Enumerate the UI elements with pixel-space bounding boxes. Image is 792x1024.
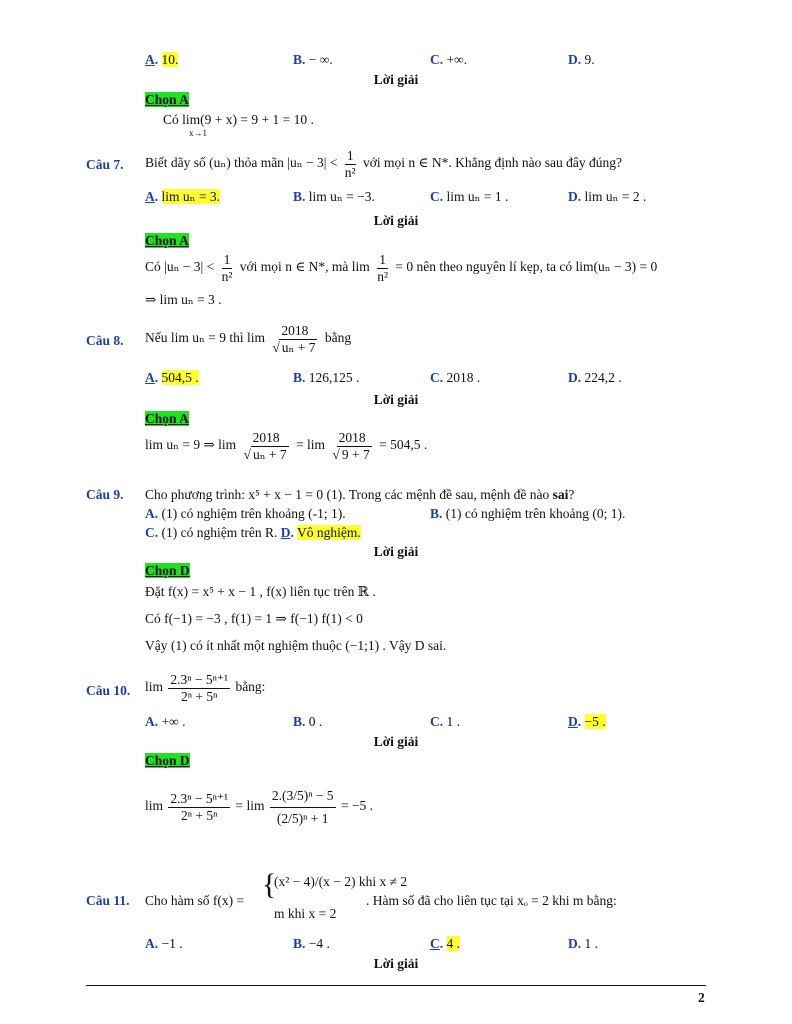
q9-solution-line-2: Có f(−1) = −3 , f(1) = 1 ⇒ f(−1) f(1) < 0 bbox=[145, 611, 363, 626]
q8-stem: Nếu lim uₙ = 9 thì lim $\frac{2018}{\text{√ uₙ + 7}}$ bằng bbox=[145, 323, 352, 355]
q10-option-c: C. 1 . bbox=[430, 714, 460, 729]
q7-option-d: D. lim uₙ = 2 . bbox=[568, 189, 647, 204]
q9-option-a: A. (1) có nghiệm trên khoảng (-1; 1). bbox=[145, 506, 346, 521]
q10-solution-line: lim $\frac{\text{2.3ⁿ − 5ⁿ⁺¹}}{\text{2ⁿ + 5ⁿ}}$ = lim $\frac{\text{2.(3/5)ⁿ − 5}}{\text{(2/5)ⁿ + 1}}$ = −5 . bbox=[145, 785, 373, 829]
q8-option-c: C. 2018 . bbox=[430, 370, 481, 385]
q7-option-a: A. lim uₙ = 3. bbox=[145, 189, 220, 204]
q11-option-c-text: 4 . bbox=[446, 936, 460, 951]
q7-option-c: C. lim uₙ = 1 . bbox=[430, 189, 509, 204]
q9-stem: Cho phương trình: x⁵ + x − 1 = 0 (1). Trong các mệnh đề sau, mệnh đề nào sai? bbox=[145, 487, 575, 502]
q6-chosen-answer: Chọn A bbox=[145, 92, 189, 107]
q7-solution-line-1: Có |uₙ − 3| < $\frac{1}{\text{n²}}$ với mọi n ∈ N*, mà lim $\frac{1}{\text{n²}}$ = 0 nên theo nguyên lí kẹp, ta có lim(uₙ − 3) = 0 bbox=[145, 252, 658, 284]
q6-option-c-letter: C. bbox=[430, 52, 444, 67]
q6-option-d-letter: D. bbox=[568, 52, 582, 67]
q11-case-1: (x² − 4)/(x − 2) khi x ≠ 2 bbox=[274, 874, 408, 889]
q9-option-d-text: Vô nghiệm. bbox=[297, 525, 361, 540]
q11-stem-prefix: Cho hàm số f(x) = bbox=[145, 893, 245, 908]
q6-option-b-text: − ∞. bbox=[308, 52, 333, 67]
q8-option-a-text: 504,5 . bbox=[161, 370, 199, 385]
q11-option-d: D. 1 . bbox=[568, 936, 598, 951]
q11-label: Câu 11. bbox=[86, 893, 130, 908]
q6-solution-heading: Lời giải bbox=[373, 72, 419, 87]
q11-option-b: B. −4 . bbox=[293, 936, 330, 951]
q6-option-c bbox=[430, 52, 467, 68]
q9-solution-heading: Lời giải bbox=[373, 544, 419, 559]
q7-option-a-text: lim uₙ = 3. bbox=[161, 189, 220, 204]
q11-option-a: A. −1 . bbox=[145, 936, 183, 951]
q7-option-b: B. lim uₙ = −3. bbox=[293, 189, 375, 204]
q7-chosen-answer: Chọn A bbox=[145, 233, 189, 248]
q10-option-d: D. −5 . bbox=[568, 714, 606, 729]
q11-option-c: C. 4 . bbox=[430, 936, 460, 951]
q9-chosen-answer: Chọn D bbox=[145, 563, 190, 578]
q10-option-b: B. 0 . bbox=[293, 714, 323, 729]
q10-label: Câu 10. bbox=[86, 683, 131, 698]
q9-solution-line-1: Đặt f(x) = x⁵ + x − 1 , f(x) liên tục trên ℝ . bbox=[145, 584, 376, 599]
q10-stem: lim $\frac{\text{2.3ⁿ − 5ⁿ⁺¹}}{\text{2ⁿ + 5ⁿ}}$ bằng: bbox=[145, 672, 266, 704]
q10-chosen-answer: Chọn D bbox=[145, 753, 190, 768]
q9-option-d-letter: D bbox=[280, 525, 291, 540]
q6-option-d-text: 9. bbox=[584, 52, 595, 67]
q9-option-b: B. (1) có nghiệm trên khoảng (0; 1). bbox=[430, 506, 626, 521]
q6-option-d bbox=[568, 52, 595, 68]
q9-label: Câu 9. bbox=[86, 487, 124, 502]
q6-option-c-text: +∞. bbox=[446, 52, 468, 67]
q6-option-a-letter: A bbox=[145, 52, 155, 67]
q7-solution-heading: Lời giải bbox=[373, 213, 419, 228]
page-number: 2 bbox=[698, 990, 705, 1005]
q10-option-d-text: −5 . bbox=[584, 714, 606, 729]
q8-solution-heading: Lời giải bbox=[373, 392, 419, 407]
q6-option-b-letter: B. bbox=[293, 52, 306, 67]
q8-option-d: D. 224,2 . bbox=[568, 370, 622, 385]
q8-option-b: B. 126,125 . bbox=[293, 370, 360, 385]
q7-stem: Biết dãy số (uₙ) thỏa mãn |uₙ − 3| < $\frac{1}{\text{n²}}$ với mọi n ∈ N*. Khẳng định nào sau đây đúng? bbox=[145, 148, 622, 180]
q8-solution-line: lim uₙ = 9 ⇒ lim $\frac{2018}{\text{√ uₙ + 7}}$ = lim $\frac{2018}{√ 9 + 7}$ = 504,5 . bbox=[145, 430, 428, 462]
q11-case-2: m khi x = 2 bbox=[274, 906, 337, 921]
q11-brace: { bbox=[262, 868, 277, 901]
q8-chosen-answer: Chọn A bbox=[145, 411, 189, 426]
q6-option-a: A. 10. bbox=[145, 52, 179, 67]
q6-solution-line: Có lim(9 + x) = 9 + 1 = 10 . x→1 bbox=[163, 112, 314, 138]
q7-stem-fraction: $\frac{1}{\text{n²}}$ bbox=[344, 148, 356, 180]
q9-option-c: C. (1) có nghiệm trên R. D. Vô nghiệm. bbox=[145, 525, 361, 540]
q7-label: Câu 7. bbox=[86, 157, 124, 172]
q8-stem-fraction: $\frac{2018}{\text{√ uₙ + 7}}$ bbox=[272, 323, 316, 355]
q10-solution-heading: Lời giải bbox=[373, 734, 419, 749]
q7-solution-line-2: ⇒ lim uₙ = 3 . bbox=[145, 292, 222, 307]
q8-label: Câu 8. bbox=[86, 333, 124, 348]
q6-option-b bbox=[293, 52, 333, 68]
q9-solution-line-3: Vậy (1) có ít nhất một nghiệm thuộc (−1;1) . Vậy D sai. bbox=[145, 638, 447, 653]
q6-limit-subscript: x→1 bbox=[189, 128, 207, 138]
q11-solution-heading: Lời giải bbox=[373, 956, 419, 971]
q10-option-a: A. +∞ . bbox=[145, 714, 186, 729]
q10-stem-fraction: $\frac{\text{2.3ⁿ − 5ⁿ⁺¹}}{\text{2ⁿ + 5ⁿ}}$ bbox=[170, 672, 229, 704]
q6-option-a-text: 10. bbox=[161, 52, 179, 67]
q8-option-a: A. 504,5 . bbox=[145, 370, 199, 385]
q11-stem-suffix: . Hàm số đã cho liên tục tại xₒ = 2 khi m bằng: bbox=[366, 893, 617, 908]
footer-divider bbox=[86, 985, 706, 986]
